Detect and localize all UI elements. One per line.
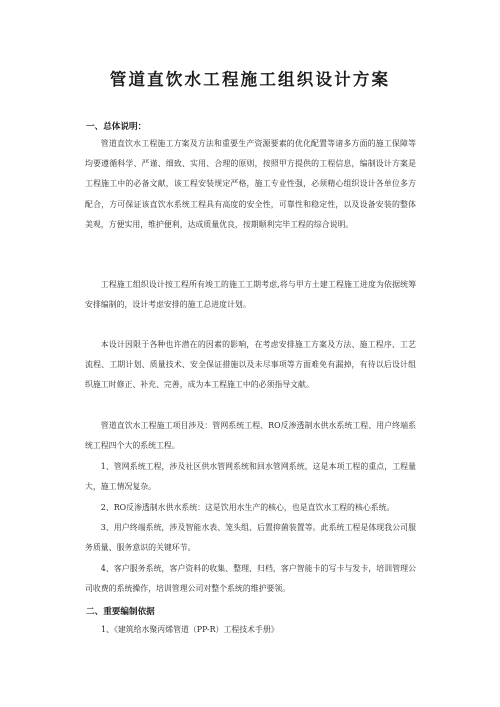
paragraph-8: 4、客户服务系统，客户资料的收集、整理、归档，客户智能卡的写卡与发卡，培训管理公司收费的系统操作，培训管理公司对整个系统的维护要领。	[85, 564, 416, 594]
paragraph-1: 管道直饮水工程施工方案及方法和重要生产资源要素的优化配置等诸多方面的施工保障等均要遵循科学、严谨、细致、实用、合理的原则，按照甲方提供的工程信息，编制设计方案是工程施工中的必备文献，该工程安装规定严格，施工专业性强，必须精心组织设计各单位多方配合，方可保证该直饮水系统工程具有高度的安全性，可靠性和稳定性，以及设备安装的整体美观，方便实用，维护便利，达成质量优良，按期顺利完毕工程的综合说明。	[85, 139, 416, 229]
reference-item: 1、《建筑给水聚丙烯管道（PP-R）工程技术手册》	[101, 625, 279, 634]
document-title: 管道直饮水工程施工组织设计方案	[109, 70, 391, 89]
paragraph-3: 本设计因限于各种也许潜在的因素的影响，在考虑安排施工方案及方法、施工程序、工艺流程、工期计划、质量技术、安全保证措施以及未尽事项等方面难免有漏掉，有待以后设计组织施工时修正、补充、完善，成为本工程施工中的必须指导文献。	[85, 340, 416, 390]
paragraph-2: 工程施工组织设计按工程所有竣工的施工工期考虑,将与甲方土建工程施工进度为依据统筹安排编制的，设计考虑安排的施工总进度计划。	[85, 280, 416, 310]
paragraph-6: 2、RO反渗透制水供水系统：这是饮用水生产的核心，也是直饮水工程的核心系统。	[100, 503, 395, 512]
section-heading-overview: 一、总体说明：	[86, 122, 147, 132]
paragraph-5: 1、管网系统工程，涉及社区供水管网系统和回水管网系统，这是本项工程的重点，工程量大，施工情况复杂。	[85, 462, 416, 492]
paragraph-7: 3、用户终端系统，涉及智能水表、笼头组、后置抑菌装置等。此系统工程是体现我公司服务质量、服务意识的关键环节。	[85, 523, 416, 553]
paragraph-4: 管道直饮水工程施工项目涉及：管网系统工程、RO反渗透制水供水系统工程、用户终端系统工程四个大的系统工程。	[85, 421, 416, 451]
section-heading-basis: 二、重要编制依据	[86, 607, 155, 617]
